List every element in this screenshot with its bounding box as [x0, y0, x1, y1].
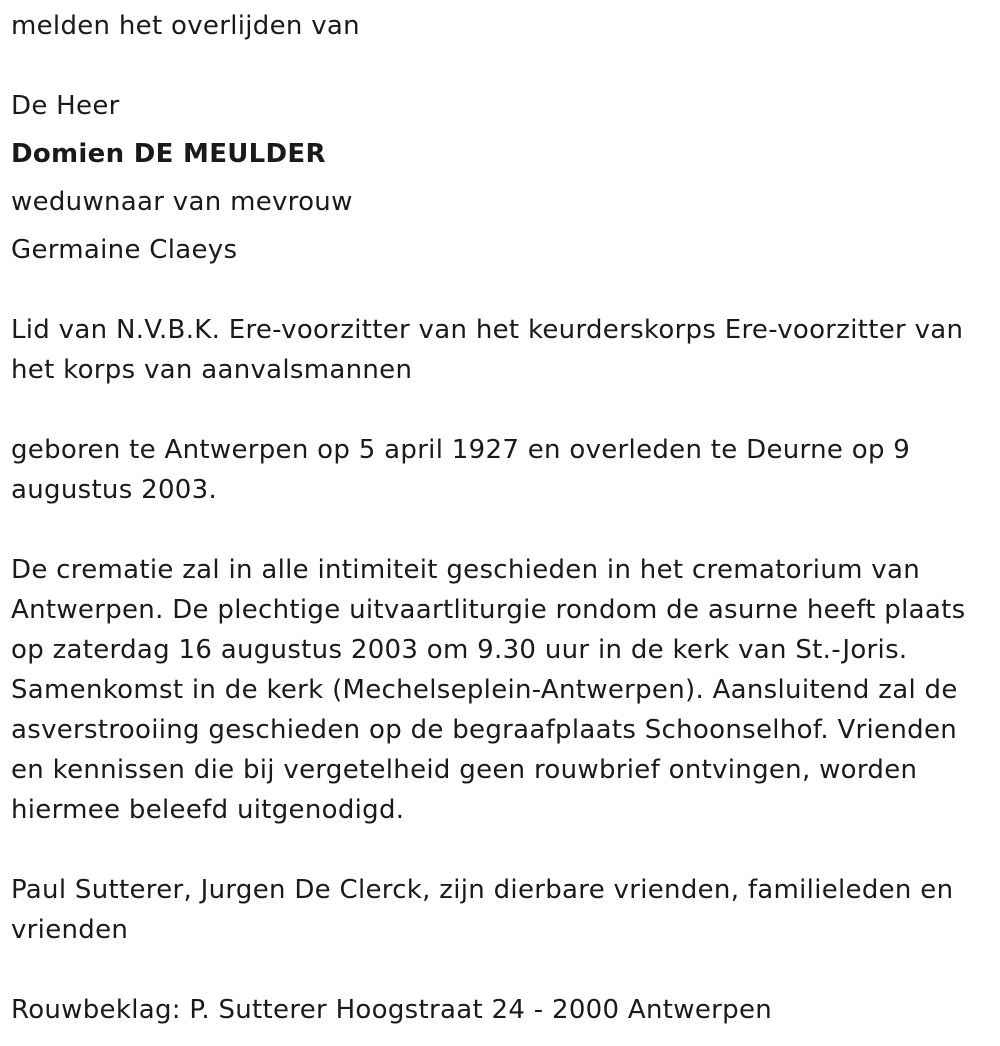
family-line-2: vrienden: [11, 915, 129, 945]
ceremony-line-3: op zaterdag 16 augustus 2003 om 9.30 uur in de kerk van St.-Joris.: [11, 635, 908, 665]
birth-death-line-1: geboren te Antwerpen op 5 april 1927 en overleden te Deurne op 9: [11, 435, 911, 465]
condolence-address: Rouwbeklag: P. Sutterer Hoogstraat 24 - 2000 Antwerpen: [11, 995, 773, 1025]
family-line-1: Paul Sutterer, Jurgen De Clerck, zijn dierbare vrienden, familieleden en: [11, 875, 954, 905]
ceremony-line-5: asverstrooiing geschieden op de begraafplaats Schoonselhof. Vrienden: [11, 715, 958, 745]
spouse-name: Germaine Claeys: [11, 235, 238, 265]
intro-text: melden het overlijden van: [11, 11, 360, 41]
ceremony-line-7: hiermee beleefd uitgenodigd.: [11, 795, 405, 825]
ceremony-line-6: en kennissen die bij vergetelheid geen rouwbrief ontvingen, worden: [11, 755, 918, 785]
ceremony-line-1: De crematie zal in alle intimiteit geschieden in het crematorium van: [11, 555, 920, 585]
relation-text: weduwnaar van mevrouw: [11, 187, 353, 217]
ceremony-line-4: Samenkomst in de kerk (Mechelseplein-Antwerpen). Aansluitend zal de: [11, 675, 958, 705]
title-prefix: De Heer: [11, 91, 120, 121]
deceased-name: Domien DE MEULDER: [11, 139, 326, 169]
memberships-text: Lid van N.V.B.K. Ere-voorzitter van het keurderskorps Ere-voorzitter van het korps van aanvalsmannen: [11, 315, 964, 385]
ceremony-line-2: Antwerpen. De plechtige uitvaartliturgie rondom de asurne heeft plaats: [11, 595, 966, 625]
birth-death-line-2: augustus 2003.: [11, 475, 218, 505]
